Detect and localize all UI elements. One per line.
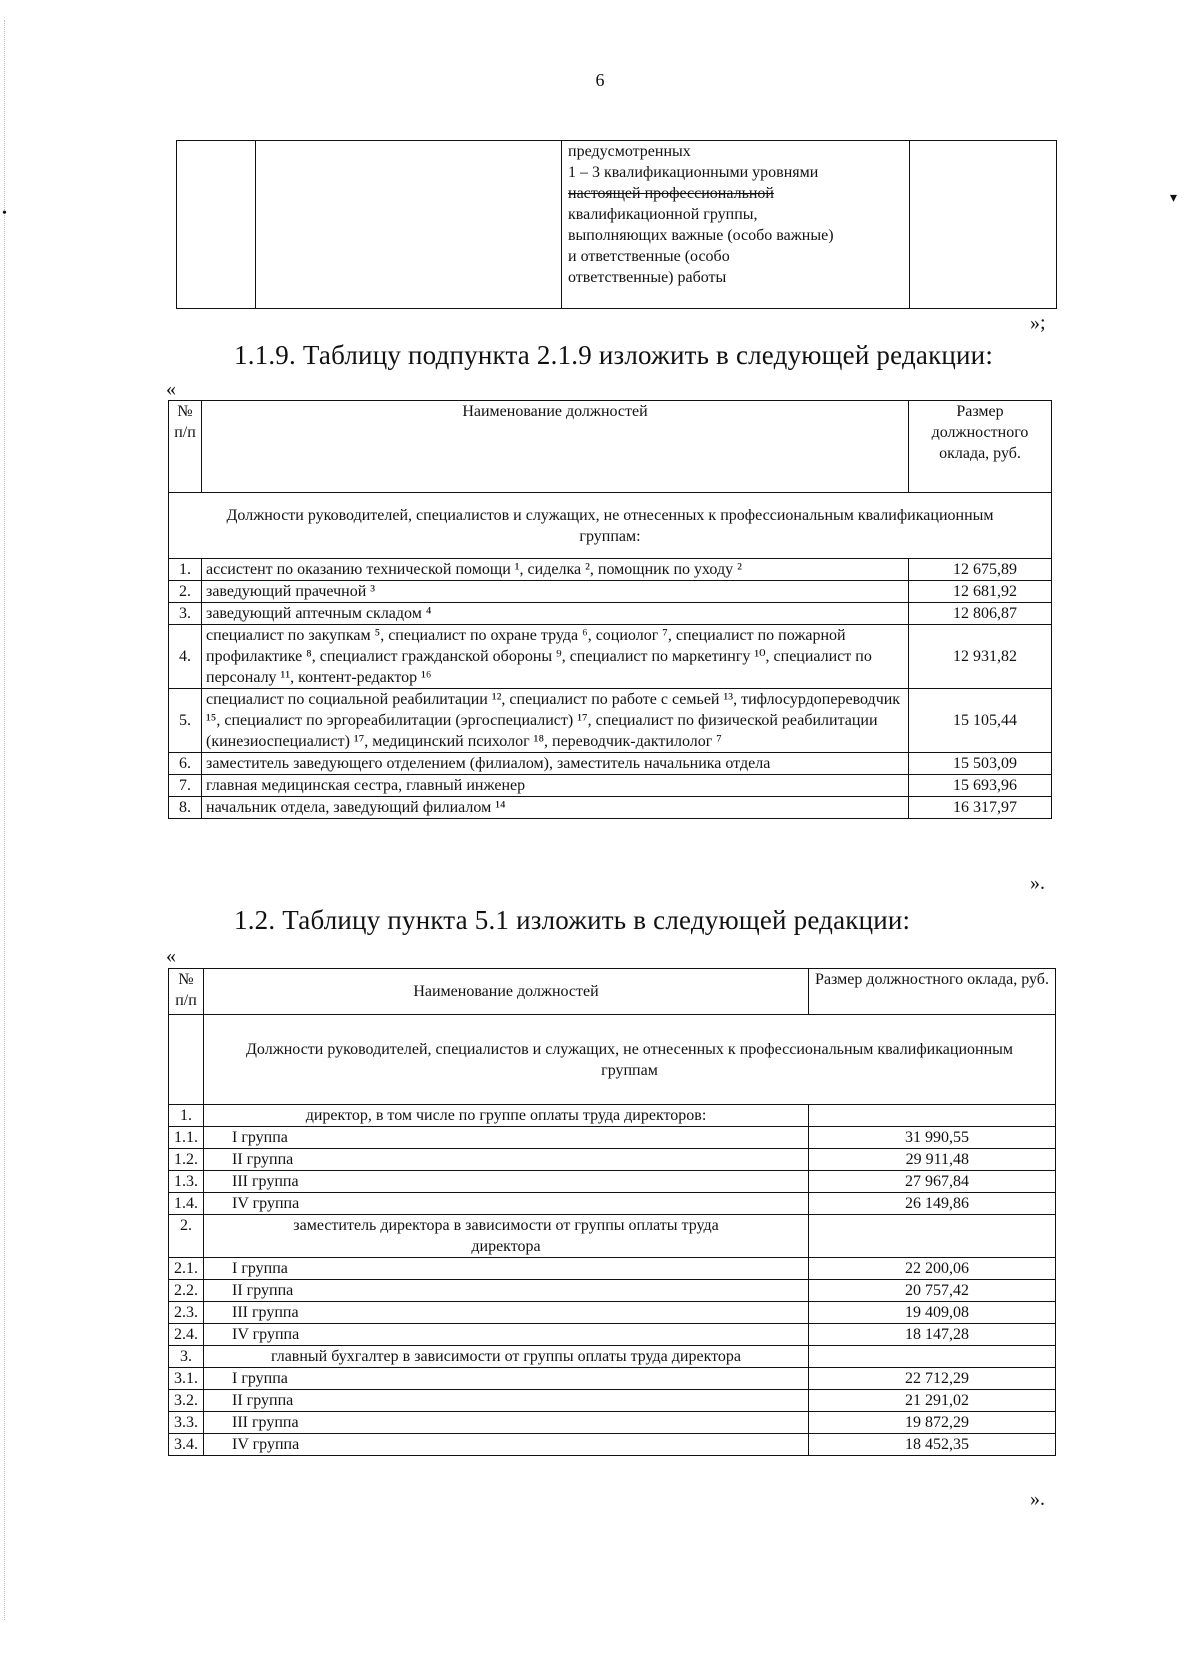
section-heading-12: 1.2. Таблицу пункта 5.1 изложить в следующей редакции: <box>234 905 911 935</box>
row-no: 3.4. <box>169 1434 204 1456</box>
col-header-size: Размер должностного оклада, руб. <box>809 969 1056 1015</box>
row-no: 2.3. <box>169 1302 204 1324</box>
row-no: 7. <box>169 775 202 797</box>
scan-mark: ▾ <box>1170 191 1178 206</box>
row-no: 1. <box>169 559 202 581</box>
row-value <box>809 1215 1056 1258</box>
row-value: 19 872,29 <box>809 1412 1056 1434</box>
row-no: 5. <box>169 689 202 753</box>
cont-line: настоящей профессиональной <box>568 185 774 202</box>
row-name: I группа <box>204 1127 809 1149</box>
row-name: ассистент по оказанию технической помощи ¹, сиделка ², помощник по уходу ² <box>202 559 909 581</box>
col-header-no: № п/п <box>169 401 202 493</box>
section-heading-119: 1.1.9. Таблицу подпункта 2.1.9 изложить в следующей редакции: <box>234 340 994 370</box>
row-no: 3. <box>169 1346 204 1368</box>
row-name: заместитель директора в зависимости от группы оплаты труда директора <box>204 1215 809 1258</box>
page-number: 6 <box>595 70 605 90</box>
row-name: III группа <box>204 1412 809 1434</box>
row-no: 1.2. <box>169 1149 204 1171</box>
row-value: 12 675,89 <box>909 559 1052 581</box>
row-no: 2.2. <box>169 1280 204 1302</box>
cont-line: выполняющих важные (особо важные) <box>568 227 834 244</box>
row-value: 22 200,06 <box>809 1258 1056 1280</box>
row-value <box>809 1346 1056 1368</box>
row-name: специалист по закупкам ⁵, специалист по охране труда ⁶, социолог ⁷, специалист по пожарной профилактике ⁸, специалист гражданской обороны ⁹, специалист по маркетингу ¹⁰, специалист по персоналу ¹¹, контент-редактор ¹⁶ <box>202 625 909 689</box>
row-name: директор, в том числе по группе оплаты труда директоров: <box>204 1105 809 1127</box>
row-name: I группа <box>204 1368 809 1390</box>
row-name: заместитель заведующего отделением (филиалом), заместитель начальника отдела <box>202 753 909 775</box>
cont-cell-name <box>256 141 562 309</box>
row-name: специалист по социальной реабилитации ¹², специалист по работе с семьей ¹³, тифлосурдопереводчик ¹⁵, специалист по эргореабилитации (эргоспециалист) ¹⁷, специалист по физической реабилитации (кинезиоспециалист) ¹⁷, медицинский психолог ¹⁸, переводчик-дактилолог ⁷ <box>202 689 909 753</box>
continuation-table <box>176 140 1057 309</box>
row-no: 3.3. <box>169 1412 204 1434</box>
cont-line: 1 – 3 квалификационными уровнями <box>568 164 819 181</box>
close-quote: »; <box>1030 312 1046 334</box>
row-value: 15 693,96 <box>909 775 1052 797</box>
row-name: начальник отдела, заведующий филиалом ¹⁴ <box>202 797 909 819</box>
row-no: 8. <box>169 797 202 819</box>
group-row: Должности руководителей, специалистов и служащих, не отнесенных к профессиональным квалификационным группам: <box>169 493 1052 559</box>
row-name: IV группа <box>204 1434 809 1456</box>
row-name: главная медицинская сестра, главный инженер <box>202 775 909 797</box>
row-name: II группа <box>204 1390 809 1412</box>
row-value: 12 681,92 <box>909 581 1052 603</box>
row-value: 12 931,82 <box>909 625 1052 689</box>
table-5-1 <box>168 968 1056 1456</box>
row-value: 26 149,86 <box>809 1193 1056 1215</box>
row-value: 27 967,84 <box>809 1171 1056 1193</box>
row-value: 22 712,29 <box>809 1368 1056 1390</box>
row-name: II группа <box>204 1149 809 1171</box>
row-value <box>809 1105 1056 1127</box>
row-value: 12 806,87 <box>909 603 1052 625</box>
col-header-name: Наименование должностей <box>204 969 809 1015</box>
row-no: 2. <box>169 581 202 603</box>
table-2-1-9 <box>168 400 1052 819</box>
row-no: 6. <box>169 753 202 775</box>
row-value: 18 452,35 <box>809 1434 1056 1456</box>
group-no-cell <box>169 1015 204 1105</box>
row-no: 1.1. <box>169 1127 204 1149</box>
row-name: заведующий прачечной ³ <box>202 581 909 603</box>
row-value: 15 105,44 <box>909 689 1052 753</box>
row-name: главный бухгалтер в зависимости от группы оплаты труда директора <box>204 1346 809 1368</box>
col-header-name: Наименование должностей <box>202 401 909 493</box>
row-value: 18 147,28 <box>809 1324 1056 1346</box>
row-name: I группа <box>204 1258 809 1280</box>
row-no: 3.1. <box>169 1368 204 1390</box>
row-name: III группа <box>204 1302 809 1324</box>
cont-line: ответственные) работы <box>568 269 727 286</box>
cont-cell-no <box>177 141 256 309</box>
group-row: Должности руководителей, специалистов и служащих, не отнесенных к профессиональным квалификационным группам <box>204 1015 1056 1105</box>
col-header-size: Размер должностного оклада, руб. <box>909 401 1052 493</box>
row-name: заведующий аптечным складом ⁴ <box>202 603 909 625</box>
row-no: 3.2. <box>169 1390 204 1412</box>
row-no: 1. <box>169 1105 204 1127</box>
row-value: 19 409,08 <box>809 1302 1056 1324</box>
row-no: 3. <box>169 603 202 625</box>
row-name: II группа <box>204 1280 809 1302</box>
cont-line: предусмотренных <box>568 143 691 160</box>
row-value: 16 317,97 <box>909 797 1052 819</box>
close-quote: ». <box>1030 1488 1045 1510</box>
row-no: 4. <box>169 625 202 689</box>
row-no: 1.4. <box>169 1193 204 1215</box>
col-header-no: № п/п <box>169 969 204 1015</box>
close-quote: ». <box>1030 872 1045 894</box>
row-no: 2.1. <box>169 1258 204 1280</box>
open-quote: « <box>166 945 176 967</box>
open-quote: « <box>166 378 176 400</box>
scan-mark: • <box>2 206 7 221</box>
cont-line: квалификационной группы, <box>568 206 758 223</box>
row-name: IV группа <box>204 1193 809 1215</box>
row-name: III группа <box>204 1171 809 1193</box>
cont-cell-text <box>562 141 910 309</box>
row-no: 2.4. <box>169 1324 204 1346</box>
row-value: 21 291,02 <box>809 1390 1056 1412</box>
row-value: 15 503,09 <box>909 753 1052 775</box>
row-value: 20 757,42 <box>809 1280 1056 1302</box>
row-no: 2. <box>169 1215 204 1258</box>
row-name: IV группа <box>204 1324 809 1346</box>
row-value: 31 990,55 <box>809 1127 1056 1149</box>
scan-edge <box>4 20 7 1620</box>
row-no: 1.3. <box>169 1171 204 1193</box>
cont-cell-value <box>910 141 1057 309</box>
cont-line: и ответственные (особо <box>568 248 730 265</box>
row-value: 29 911,48 <box>809 1149 1056 1171</box>
